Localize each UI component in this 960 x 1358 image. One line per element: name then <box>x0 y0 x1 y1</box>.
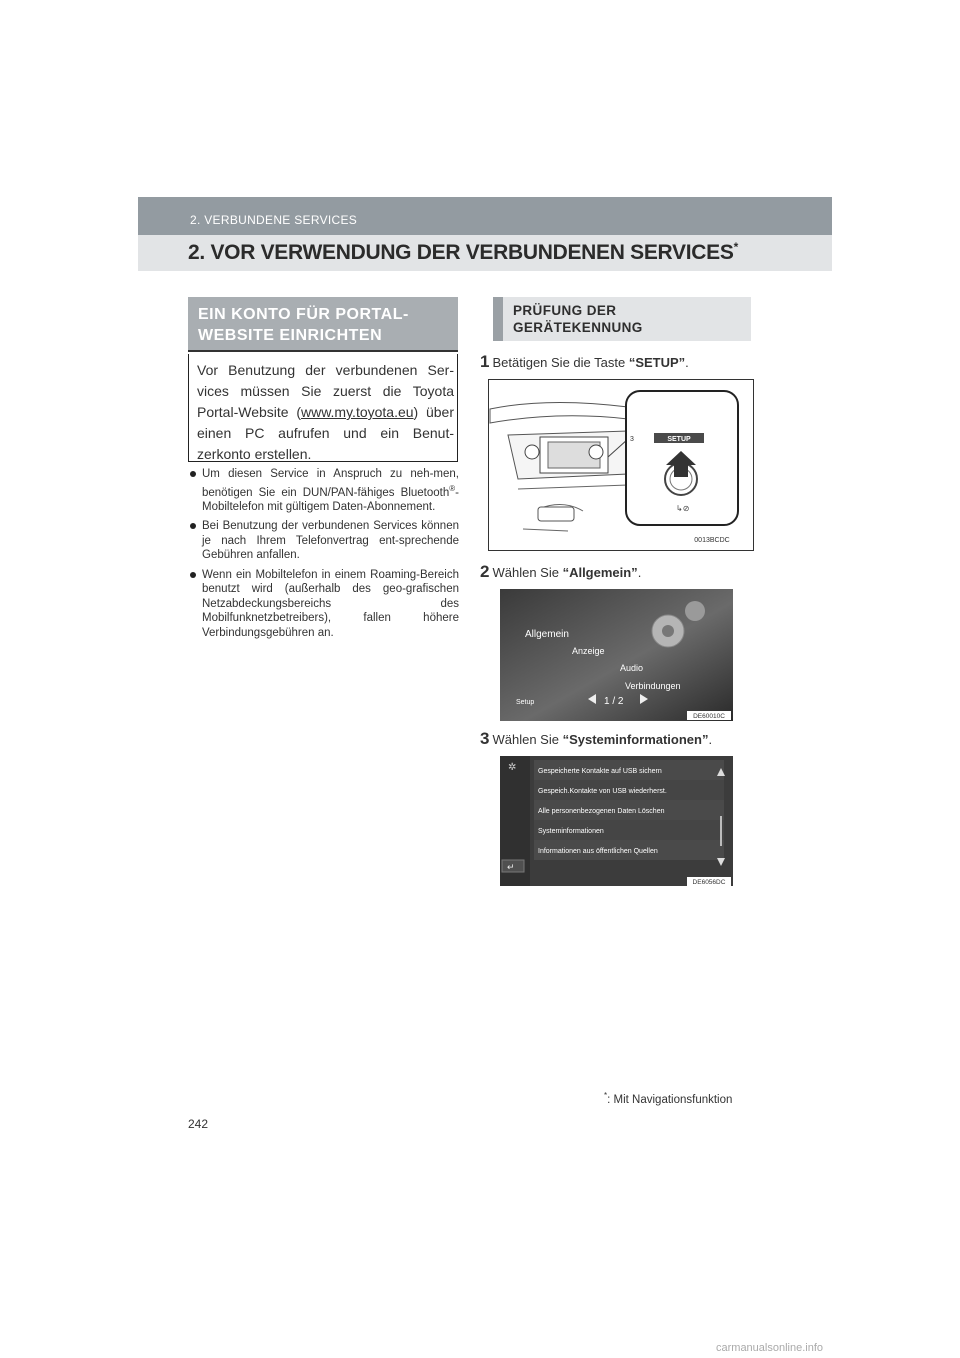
setup-label: Setup <box>516 699 535 706</box>
image-code: DE6056DC <box>692 879 726 886</box>
right-section-title: PRÜFUNG DER GERÄTEKENNUNG <box>513 303 643 335</box>
bullet-item: Bei Benutzung der verbundenen Services können je nach Ihrem Telefonvertrag ent-sprechende Gebühren anfallen. <box>188 519 459 563</box>
svg-text:↳⊘: ↳⊘ <box>676 504 690 513</box>
small-label: 3 <box>630 436 634 443</box>
bullet-list <box>188 467 459 645</box>
image-code: 0013BCDC <box>694 537 730 544</box>
section-divider <box>188 350 458 352</box>
menu-item-verbindungen: Verbindungen <box>625 681 681 691</box>
menu-item: Alle personenbezogenen Daten Löschen <box>538 808 665 815</box>
left-section-title: EIN KONTO FÜR PORTAL- WEBSITE EINRICHTEN <box>198 306 409 344</box>
menu-item-allgemein: Allgemein <box>525 629 569 640</box>
menu-item: Informationen aus öffentlichen Quellen <box>538 848 658 855</box>
menu-item: Gespeicherte Kontakte auf USB sichern <box>538 768 662 775</box>
menu-item-audio: Audio <box>620 663 644 673</box>
dashboard-illustration <box>488 379 754 551</box>
setup-screen <box>500 589 733 721</box>
menu-item: Systeminformationen <box>538 828 604 835</box>
step-3: 3 Wählen Sie “Systeminformationen”. <box>480 729 713 748</box>
bullet-item: Um diesen Service in Anspruch zu neh-men, benötigen Sie ein DUN/PAN-fähiges Bluetooth®-Mobiltelefon mit gültigem Daten-Abonnement. <box>188 467 459 514</box>
step-2: 2 Wählen Sie “Allgemein”. <box>480 562 642 581</box>
scrollbar <box>720 816 722 846</box>
intro-text: Vor Benutzung der verbundenen Ser-vices müssen Sie zuerst die Toyota Portal-Website (www.my.toyota.eu) über einen PC aufrufen und ein Benut-zerkonto erstellen. <box>197 362 454 462</box>
section-label: 2. VERBUNDENE SERVICES <box>190 213 358 227</box>
watermark: carmanualsonline.info <box>716 1342 824 1354</box>
section-marker <box>493 297 503 341</box>
toyota-portal-link[interactable]: www.my.toyota.eu <box>300 404 414 420</box>
menu-item: Gespeich.Kontakte von USB wiederherst. <box>538 788 667 795</box>
bullet-dot-icon <box>190 572 196 578</box>
general-settings-screen <box>500 756 733 886</box>
page-number: 242 <box>188 1117 209 1131</box>
bullet-item: Wenn ein Mobiltelefon in einem Roaming-Bereich benutzt wird (außerhalb des geo-grafischen Netzabdeckungsbereichs des Mobilfunknetzbetreibers), fallen höhere Verbindungsgebühren an. <box>188 568 459 641</box>
pager: 1 / 2 <box>604 696 624 707</box>
settings-gear-icon: ✲ <box>508 762 517 773</box>
image-code: DE60010C <box>693 713 725 720</box>
bullet-dot-icon <box>190 471 196 477</box>
footnote: *: Mit Navigationsfunktion <box>604 1091 733 1106</box>
step-1: 1 Betätigen Sie die Taste “SETUP”. <box>480 352 689 371</box>
back-icon: ↵ <box>507 862 515 872</box>
menu-item-anzeige: Anzeige <box>572 646 605 656</box>
setup-button-label: SETUP <box>667 436 691 443</box>
bullet-dot-icon <box>190 523 196 529</box>
page-title: 2. VOR VERWENDUNG DER VERBUNDENEN SERVICES* <box>188 240 738 264</box>
